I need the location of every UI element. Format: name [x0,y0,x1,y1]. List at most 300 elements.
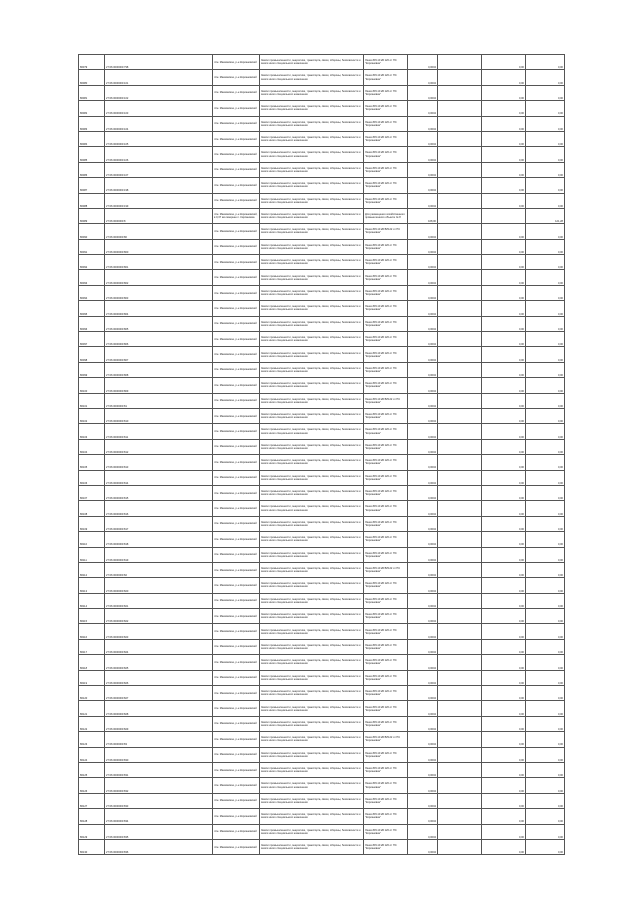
cell-land-category: Земли промышленности, энергетики, транспорта, связи, обороны, безопасности и земли иного специального назначения [260,101,364,116]
cell-value: 0,00 [482,578,526,593]
cell-value: 0,00 [482,101,526,116]
cell-sum: 0,00 [526,439,565,454]
table-row [79,824,565,839]
cell-land-category: Земли промышленности, энергетики, транспорта, связи, обороны, безопасности и земли иного специального назначения [260,793,364,808]
cell-row-number: 86097 [79,332,105,347]
cell-value: 0,00 [482,562,526,577]
cell-sum: 0,00 [526,316,565,331]
cell-area: 0,0004 [408,578,438,593]
cell-empty [438,701,482,716]
cell-empty [438,793,482,808]
cell-sum: 0,00 [526,639,565,654]
table-row [79,347,565,362]
cell-cadastral-number: 27:06:0000000:105 [105,131,213,146]
cell-area: 0,0004 [408,593,438,608]
cell-sum: 0,00 [526,824,565,839]
cell-area: 0,0004 [408,224,438,239]
cell-row-number: 86104 [79,439,105,454]
cell-location: г.Кн. Маяковское, р-н Кирсановский [213,532,260,547]
cell-area: 0,0004 [408,824,438,839]
cell-location: г.Кн. Маяковское, р-н Кирсановский [213,455,260,470]
table-row [79,485,565,500]
cell-location: г.Кн. Маяковское, р-н Кирсановский [213,716,260,731]
cell-area: 0,0004 [408,439,438,454]
cell-land-category: Земли промышленности, энергетики, транспорта, связи, обороны, безопасности и земли иного специального назначения [260,439,364,454]
cell-cadastral-number: 27:06:0000000:82 [105,562,213,577]
cell-location: г.Кн. Маяковское, р-н Кирсановский [213,116,260,131]
cell-empty [438,239,482,254]
cell-land-category: Земли промышленности, энергетики, транспорта, связи, обороны, безопасности и земли иного специального назначения [260,578,364,593]
cell-sum: 0,00 [526,424,565,439]
cell-area: 0,0004 [408,639,438,654]
cell-cadastral-number: 27:06:0000000:801 [105,255,213,270]
cell-value: 0,00 [482,455,526,470]
cell-cadastral-number: 27:06:0000000:83 [105,732,213,747]
cell-permitted-use: Линия ВЛ-10 кВ 120 от ПС "Кирсановка" [364,362,408,377]
cell-cadastral-number: 27:06:0000000:818 [105,532,213,547]
cell-location: г.Кн. Маяковское, р-н Кирсановский [213,578,260,593]
cell-value: 0,00 [482,747,526,762]
cell-sum: 0,00 [526,162,565,177]
cell-permitted-use: Линия ВЛ-10 кВ 120 от ПС "Кирсановка" [364,824,408,839]
cell-area: 0,0004 [408,485,438,500]
cell-sum: 0,00 [526,178,565,193]
cell-value: 0,00 [482,162,526,177]
table-row [79,655,565,670]
cell-location: г.Кн. Маяковское, р-н Кирсановский [213,101,260,116]
cell-sum: 0,00 [526,778,565,793]
cell-land-category: Земли промышленности, энергетики, транспорта, связи, обороны, безопасности и земли иного специального назначения [260,670,364,685]
cell-area: 0,0004 [408,762,438,777]
cell-location: г.Кн. Маяковское, р-н Кирсановский [213,609,260,624]
cell-value: 0,00 [482,470,526,485]
cell-empty [438,639,482,654]
cell-empty [438,809,482,824]
cell-row-number: 86121 [79,701,105,716]
cell-value: 0,00 [482,270,526,285]
cell-sum: 0,00 [526,655,565,670]
cell-value: 0,00 [482,670,526,685]
cell-area: 0,0004 [408,131,438,146]
table-row [79,609,565,624]
table-row [79,732,565,747]
table-row [79,162,565,177]
cell-empty [438,316,482,331]
table-row [79,55,565,70]
table-row [79,624,565,639]
cell-cadastral-number: 27:06:0000000:8 [105,208,213,223]
cell-area: 0,0004 [408,332,438,347]
cell-value: 0,00 [482,809,526,824]
cell-land-category: Земли промышленности, энергетики, транспорта, связи, обороны, безопасности и земли иного специального назначения [260,208,364,223]
cell-empty [438,670,482,685]
table-row [79,239,565,254]
cell-value: 0,00 [482,301,526,316]
cell-cadastral-number: 27:06:0000000:824 [105,639,213,654]
cell-sum: 0,00 [526,147,565,162]
cell-location: г.Кн. Маяковское, р-н Кирсановский [213,732,260,747]
cell-empty [438,547,482,562]
cell-area: 0,0004 [408,85,438,100]
cell-row-number: 86123 [79,732,105,747]
cell-cadastral-number: 27:06:0000000:827 [105,686,213,701]
cell-empty [438,747,482,762]
cell-value: 0,00 [482,547,526,562]
cell-sum: 0,00 [526,408,565,423]
cell-land-category: Земли промышленности, энергетики, транспорта, связи, обороны, безопасности и земли иного специального назначения [260,532,364,547]
cell-value: 0,00 [482,193,526,208]
cell-row-number: 86118 [79,655,105,670]
cell-value: 0,00 [482,347,526,362]
cell-cadastral-number: 27:06:0000000:823 [105,624,213,639]
cell-permitted-use: Линия ВЛ-10 кВ 120 от ПС "Кирсановка" [364,778,408,793]
cell-empty [438,147,482,162]
cell-empty [438,393,482,408]
cell-area: 0,0004 [408,193,438,208]
cell-location: г.Кн. Маяковское, р-н Кирсановский [213,485,260,500]
cell-permitted-use: Линия ВЛ-10 кВ ВЛ122 от ПС "Кирсановка" [364,393,408,408]
cell-area: 0,0004 [408,732,438,747]
cell-land-category: Земли промышленности, энергетики, транспорта, связи, обороны, безопасности и земли иного специального назначения [260,547,364,562]
table-row [79,255,565,270]
table-row [79,701,565,716]
cell-permitted-use: Линия ВЛ-10 кВ 120 от ПС "Кирсановка" [364,793,408,808]
table-row [79,778,565,793]
cell-cadastral-number: 27:06:0000000:808 [105,362,213,377]
cell-value: 0,00 [482,485,526,500]
cell-row-number: 86081 [79,85,105,100]
cell-land-category: Земли промышленности, энергетики, транспорта, связи, обороны, безопасности и земли иного специального назначения [260,255,364,270]
cell-cadastral-number: 27:06:0000000:821 [105,593,213,608]
cell-permitted-use: Линия ВЛ-10 кВ 120 от ПС "Кирсановка" [364,255,408,270]
cell-row-number: 86108 [79,501,105,516]
cell-value: 0,00 [482,839,526,854]
cell-sum: 0,00 [526,85,565,100]
cell-empty [438,285,482,300]
cell-permitted-use: Линия ВЛ-10 кВ 120 от ПС "Кирсановка" [364,178,408,193]
cell-row-number: 86129 [79,824,105,839]
table-row [79,101,565,116]
cell-location: г.Кн. Маяковское, р-н Кирсановский [213,131,260,146]
cell-empty [438,332,482,347]
cell-area: 0,0004 [408,686,438,701]
cell-location: г.Кн. Маяковское, р-н Кирсановский [213,239,260,254]
cell-sum: 0,00 [526,686,565,701]
cell-cadastral-number: 27:06:0000000:817 [105,516,213,531]
cell-value: 0,00 [482,332,526,347]
table-row [79,316,565,331]
table-row [79,501,565,516]
cell-empty [438,686,482,701]
cell-location: г.Кн. Маяковское, р-н Кирсановский [213,85,260,100]
cell-sum: 0,00 [526,332,565,347]
register-sheet [78,54,564,865]
cell-location: г.Кн. Маяковское, р-н Кирсановский [213,547,260,562]
cell-row-number: 86088 [79,193,105,208]
cell-value: 0,00 [482,424,526,439]
cell-row-number: 86099 [79,362,105,377]
cell-permitted-use: Линия ВЛ-10 кВ 120 от ПС "Кирсановка" [364,747,408,762]
cell-cadastral-number: 27:06:0000000:804 [105,301,213,316]
cell-location: г.Кн. Маяковское, р-н Кирсановский [213,501,260,516]
cell-row-number: 86130 [79,839,105,854]
cell-empty [438,609,482,624]
cell-land-category: Земли промышленности, энергетики, транспорта, связи, обороны, безопасности и земли иного специального назначения [260,239,364,254]
cell-sum: 0,00 [526,501,565,516]
cell-location: г.Кн. Маяковское, р-н Кирсановский [213,285,260,300]
cell-location: г.Кн. Маяковское, р-н Кирсановский [213,793,260,808]
cell-row-number: 86117 [79,639,105,654]
table-row [79,362,565,377]
cell-row-number: 86083 [79,116,105,131]
cell-value: 0,00 [482,55,526,70]
cell-land-category: Земли промышленности, энергетики, транспорта, связи, обороны, безопасности и земли иного специального назначения [260,624,364,639]
cell-land-category: Земли промышленности, энергетики, транспорта, связи, обороны, безопасности и земли иного специального назначения [260,362,364,377]
cell-land-category: Земли промышленности, энергетики, транспорта, связи, обороны, безопасности и земли иного специального назначения [260,316,364,331]
cell-land-category: Земли промышленности, энергетики, транспорта, связи, обороны, безопасности и земли иного специального назначения [260,470,364,485]
cell-location: г.Кн. Маяковское, р-н Кирсановский [213,701,260,716]
table-row [79,562,565,577]
cell-cadastral-number: 27:06:0000000:800 [105,239,213,254]
cell-cadastral-number: 27:06:0000000:807 [105,347,213,362]
cell-cadastral-number: 27:06:0000000:836 [105,839,213,854]
cell-permitted-use: Линия ВЛ-10 кВ 120 от ПС "Кирсановка" [364,301,408,316]
cell-sum: 0,00 [526,470,565,485]
cell-row-number: 86128 [79,809,105,824]
cell-area: 0,0004 [408,701,438,716]
cell-cadastral-number: 27:06:0000000:107 [105,162,213,177]
cell-value: 0,00 [482,686,526,701]
cell-area: 0,0004 [408,516,438,531]
cell-cadastral-number: 27:06:0000000:811 [105,424,213,439]
table-row [79,301,565,316]
cell-permitted-use: Линия ВЛ-10 кВ 120 от ПС "Кирсановка" [364,455,408,470]
cell-permitted-use: Линия ВЛ-10 кВ 120 от ПС "Кирсановка" [364,332,408,347]
cell-area: 0,0004 [408,562,438,577]
cell-row-number: 86094 [79,285,105,300]
cell-value: 0,00 [482,778,526,793]
cell-sum: 0,00 [526,193,565,208]
cell-row-number: 86084 [79,131,105,146]
cell-row-number: 86114 [79,593,105,608]
cell-cadastral-number: 27:06:0000000:198 [105,178,213,193]
cell-row-number: 86127 [79,793,105,808]
table-row [79,193,565,208]
cell-location: г.Кн. Маяковское, р-н Кирсановский [213,162,260,177]
cell-land-category: Земли промышленности, энергетики, транспорта, связи, обороны, безопасности и земли иного специального назначения [260,270,364,285]
cell-cadastral-number: 27:06:0000000:81 [105,393,213,408]
cell-cadastral-number: 27:06:0000000:103 [105,101,213,116]
cell-sum: 0,00 [526,578,565,593]
cell-row-number: 86122 [79,716,105,731]
table-row [79,639,565,654]
cell-sum: 0,00 [526,624,565,639]
cell-area: 0,0004 [408,408,438,423]
cell-area: 0,0004 [408,655,438,670]
cell-value: 0,00 [482,408,526,423]
cell-empty [438,562,482,577]
cell-value: 0,00 [482,85,526,100]
cell-empty [438,839,482,854]
cell-value: 0,00 [482,762,526,777]
cell-empty [438,178,482,193]
cell-land-category: Земли промышленности, энергетики, транспорта, связи, обороны, безопасности и земли иного специального назначения [260,116,364,131]
cell-sum: 0,00 [526,70,565,85]
cell-area: 0,0004 [408,455,438,470]
cell-area: 0,0004 [408,393,438,408]
cell-area: 0,0004 [408,347,438,362]
cell-cadastral-number: 27:06:0000000:819 [105,547,213,562]
cell-empty [438,424,482,439]
cell-land-category: Земли промышленности, энергетики, транспорта, связи, обороны, безопасности и земли иного специального назначения [260,70,364,85]
cell-row-number: 86107 [79,485,105,500]
cell-row-number: 86103 [79,424,105,439]
cell-permitted-use: Линия ВЛ-10 кВ ВЛ122 от ПС "Кирсановка" [364,224,408,239]
cell-permitted-use: Линия ВЛ-10 кВ 120 от ПС "Кирсановка" [364,70,408,85]
cell-land-category: Земли промышленности, энергетики, транспорта, связи, обороны, безопасности и земли иного специального назначения [260,686,364,701]
cell-area: 0,0004 [408,670,438,685]
cell-permitted-use: Линия ВЛ-10 кВ 120 от ПС "Кирсановка" [364,716,408,731]
cell-location: г.Кн. Маяковское, р-н Кирсановский [213,655,260,670]
cell-sum: 0,00 [526,532,565,547]
cell-empty [438,532,482,547]
cell-row-number: 86115 [79,609,105,624]
cell-land-category: Земли промышленности, энергетики, транспорта, связи, обороны, безопасности и земли иного специального назначения [260,778,364,793]
cell-location: г.Кн. Маяковское, р-н Кирсановский [213,193,260,208]
cell-area: 0,0004 [408,239,438,254]
cell-cadastral-number: 27:06:0000000:835 [105,824,213,839]
cell-row-number: 86085 [79,147,105,162]
cell-area: 0,0004 [408,116,438,131]
cell-land-category: Земли промышленности, энергетики, транспорта, связи, обороны, безопасности и земли иного специального назначения [260,516,364,531]
cell-land-category: Земли промышленности, энергетики, транспорта, связи, обороны, безопасности и земли иного специального назначения [260,839,364,854]
cell-cadastral-number: 27:06:0000000:826 [105,670,213,685]
cell-location: г.Кн. Маяковское, р-н Кирсановский [213,809,260,824]
cell-area: 0,0004 [408,255,438,270]
cell-area: 0,0004 [408,270,438,285]
cell-value: 0,00 [482,378,526,393]
cell-cadastral-number: 27:06:0000000:80 [105,224,213,239]
cell-empty [438,655,482,670]
cell-permitted-use: Линия ВЛ-10 кВ 120 от ПС "Кирсановка" [364,162,408,177]
cell-location: г.Кн. Маяковское, р-н Кирсановский [213,316,260,331]
cell-location: г.Кн. Маяковское, р-н Кирсановский [213,439,260,454]
table-row [79,839,565,854]
cell-permitted-use: Линия ВЛ-10 кВ 120 от ПС "Кирсановка" [364,839,408,854]
cell-empty [438,778,482,793]
cell-permitted-use: Линия ВЛ-10 кВ 120 от ПС "Кирсановка" [364,147,408,162]
table-row [79,593,565,608]
cell-cadastral-number: 27:06:0000000:833 [105,793,213,808]
cell-sum: 0,00 [526,116,565,131]
cell-land-category: Земли промышленности, энергетики, транспорта, связи, обороны, безопасности и земли иного специального назначения [260,609,364,624]
cell-permitted-use: Линия ВЛ-10 кВ 120 от ПС "Кирсановка" [364,593,408,608]
table-row [79,455,565,470]
cell-area: 0,0004 [408,609,438,624]
cell-sum: 0,00 [526,809,565,824]
cell-empty [438,516,482,531]
cell-value: 0,00 [482,178,526,193]
cell-row-number: 86116 [79,624,105,639]
cell-location: г.Кн. Маяковское, р-н Кирсановский [213,424,260,439]
cell-location: г.Кн. Маяковское, р-н Кирсановский [213,824,260,839]
cell-land-category: Земли промышленности, энергетики, транспорта, связи, обороны, безопасности и земли иного специального назначения [260,732,364,747]
cell-land-category: Земли промышленности, энергетики, транспорта, связи, обороны, безопасности и земли иного специального назначения [260,378,364,393]
cell-value: 0,00 [482,147,526,162]
cell-cadastral-number: 27:06:0000000:816 [105,501,213,516]
table-row [79,809,565,824]
cell-area: 0,0004 [408,809,438,824]
cell-row-number: 86100 [79,378,105,393]
cell-row-number: 86087 [79,178,105,193]
cell-sum: 0,00 [526,239,565,254]
cell-permitted-use: Линия ВЛ-10 кВ 120 от ПС "Кирсановка" [364,193,408,208]
cell-value: 0,00 [482,362,526,377]
cell-value: 0,00 [482,285,526,300]
cell-sum: 0,00 [526,393,565,408]
cell-row-number: 86109 [79,516,105,531]
cell-permitted-use: Линия ВЛ-10 кВ 120 от ПС "Кирсановка" [364,532,408,547]
cell-value: 0,00 [482,131,526,146]
cell-empty [438,131,482,146]
cell-sum: 0,00 [526,547,565,562]
cell-empty [438,408,482,423]
cell-empty [438,116,482,131]
cell-location: г.Кн. Маяковское, р-н Кирсановский [213,639,260,654]
cell-land-category: Земли промышленности, энергетики, транспорта, связи, обороны, безопасности и земли иного специального назначения [260,747,364,762]
cell-permitted-use: Линия ВЛ-10 кВ 120 от ПС "Кирсановка" [364,609,408,624]
cell-land-category: Земли промышленности, энергетики, транспорта, связи, обороны, безопасности и земли иного специального назначения [260,131,364,146]
cell-empty [438,224,482,239]
cell-empty [438,439,482,454]
cell-row-number: 86096 [79,316,105,331]
cell-land-category: Земли промышленности, энергетики, транспорта, связи, обороны, безопасности и земли иного специального назначения [260,701,364,716]
table-row [79,747,565,762]
cell-cadastral-number: 27:06:0000000:805 [105,316,213,331]
table-row [79,147,565,162]
cell-cadastral-number: 27:06:0000000:822 [105,609,213,624]
cell-location: г.Кн. Маяковское, р-н Кирсановский [213,178,260,193]
cell-land-category: Земли промышленности, энергетики, транспорта, связи, обороны, безопасности и земли иного специального назначения [260,301,364,316]
cell-value: 0,00 [482,501,526,516]
cell-permitted-use: Линия ВЛ-10 кВ 120 от ПС "Кирсановка" [364,285,408,300]
cell-empty [438,824,482,839]
cell-empty [438,208,482,223]
cell-row-number: 86124 [79,747,105,762]
cell-sum: 0,00 [526,485,565,500]
cell-empty [438,732,482,747]
cell-row-number: 86079 [79,55,105,70]
cell-location: г.Кн. Маяковское, р-н Кирсановский, в 0,37 км севернее п. Кирсановка [213,208,260,223]
table-row [79,85,565,100]
cell-sum: 121,28 [526,208,565,223]
cell-cadastral-number: 27:06:0000000:199 [105,193,213,208]
cell-sum: 0,00 [526,362,565,377]
cell-area: 0,0004 [408,362,438,377]
cell-sum: 0,00 [526,839,565,854]
cell-empty [438,193,482,208]
cell-value: 0,00 [482,593,526,608]
cell-area: 0,0004 [408,747,438,762]
cell-location: г.Кн. Маяковское, р-н Кирсановский [213,747,260,762]
cell-permitted-use: Линия ВЛ-10 кВ 120 от ПС "Кирсановка" [364,116,408,131]
cell-permitted-use: Линия ВЛ-10 кВ 120 от ПС "Кирсановка" [364,131,408,146]
cell-cadastral-number: 27:06:0000000:106 [105,147,213,162]
cell-land-category: Земли промышленности, энергетики, транспорта, связи, обороны, безопасности и земли иного специального назначения [260,809,364,824]
cell-location: г.Кн. Маяковское, р-н Кирсановский [213,839,260,854]
cell-sum: 0,00 [526,762,565,777]
cell-empty [438,485,482,500]
